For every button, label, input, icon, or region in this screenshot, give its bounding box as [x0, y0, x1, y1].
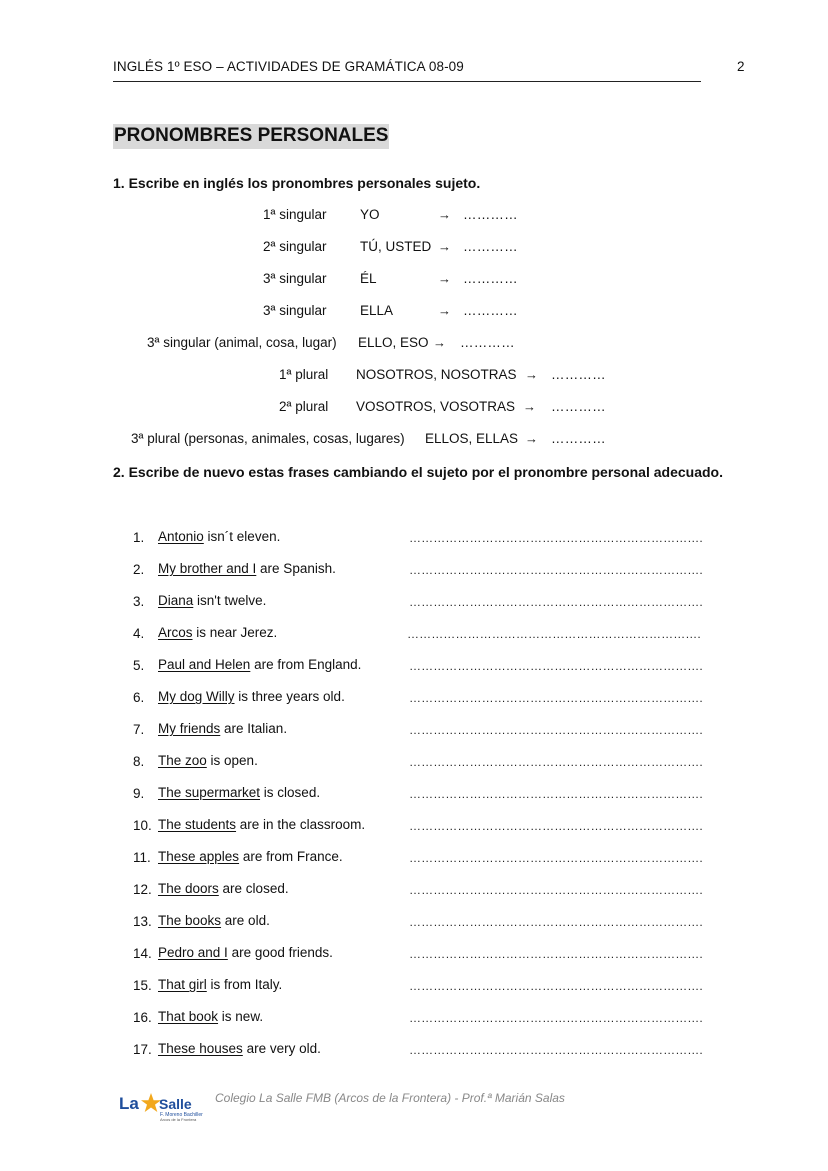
sentence-rest: are from France. [239, 849, 343, 864]
person-label: 3ª singular [263, 271, 327, 286]
list-item [133, 785, 144, 803]
answer-line[interactable]: ………………………………………………………………. [409, 915, 703, 929]
sentence [158, 1009, 263, 1024]
person-label: 3ª singular (animal, cosa, lugar) [147, 335, 337, 350]
sentence-rest: isn't twelve. [193, 593, 267, 608]
item-number: 9. [133, 786, 145, 801]
list-item [133, 753, 144, 771]
page-number: 2 [737, 59, 745, 74]
list-item [133, 849, 151, 867]
answer-blank[interactable]: ………… [551, 367, 606, 382]
sentence-subject: The doors [158, 881, 219, 896]
item-number: 17. [133, 1042, 152, 1057]
arrow-right-icon: → [438, 207, 451, 222]
sentence-subject: My brother and I [158, 561, 257, 576]
sentence [158, 1041, 321, 1056]
sentence-subject: Diana [158, 593, 194, 608]
sentence-rest: are old. [221, 913, 270, 928]
answer-line[interactable]: ………………………………………………………………. [409, 659, 703, 673]
list-item [133, 593, 144, 611]
exercise1-title: 1. Escribe en inglés los pronombres personales sujeto. [113, 175, 481, 191]
answer-line[interactable]: ………………………………………………………………. [409, 947, 703, 961]
sentence-subject: Arcos [158, 625, 193, 640]
person-label: 2ª singular [263, 239, 327, 254]
sentence [158, 721, 287, 736]
sentence-subject: These houses [158, 1041, 243, 1056]
sentence-subject: My friends [158, 721, 221, 736]
list-item [133, 721, 144, 739]
sentence-subject: The supermarket [158, 785, 261, 800]
list-item [133, 945, 152, 963]
item-number: 14. [133, 946, 152, 961]
answer-line[interactable]: ………………………………………………………………. [409, 787, 703, 801]
item-number: 1. [133, 530, 145, 545]
sentence-rest: is new. [218, 1009, 264, 1024]
spanish-pronoun: NOSOTROS, NOSOTRAS [356, 367, 517, 382]
sentence-subject: My dog Willy [158, 689, 235, 704]
item-number: 13. [133, 914, 152, 929]
item-number: 16. [133, 1010, 152, 1025]
list-item [133, 625, 144, 643]
list-item [133, 881, 152, 899]
item-number: 6. [133, 690, 145, 705]
item-number: 12. [133, 882, 152, 897]
answer-blank[interactable]: ………… [463, 207, 518, 222]
sentence-rest: is from Italy. [206, 977, 283, 992]
sentence [158, 913, 270, 928]
sentence-rest: is closed. [260, 785, 321, 800]
sentence-rest: are good friends. [227, 945, 333, 960]
person-label: 1ª singular [263, 207, 327, 222]
sentence-rest: are closed. [218, 881, 289, 896]
arrow-right-icon: → [523, 399, 536, 414]
item-number: 7. [133, 722, 145, 737]
answer-line[interactable]: ………………………………………………………………. [409, 723, 703, 737]
answer-line[interactable]: ………………………………………………………………. [409, 531, 703, 545]
answer-line[interactable]: ………………………………………………………………. [409, 883, 703, 897]
sentence [158, 785, 320, 800]
list-item [133, 561, 144, 579]
logo-salle-text: Salle [159, 1096, 192, 1112]
sentence-rest: are very old. [242, 1041, 321, 1056]
sentence-subject: The zoo [158, 753, 207, 768]
spanish-pronoun: YO [360, 207, 380, 222]
sentence [158, 561, 336, 576]
person-label: 3ª singular [263, 303, 327, 318]
sentence [158, 529, 280, 544]
answer-blank[interactable]: ………… [551, 399, 606, 414]
person-label: 1ª plural [279, 367, 329, 382]
answer-blank[interactable]: ………… [463, 239, 518, 254]
logo-location: Arcos de la Frontera [160, 1117, 197, 1122]
answer-line[interactable]: ………………………………………………………………. [409, 595, 703, 609]
la-salle-logo [119, 1088, 214, 1122]
answer-blank[interactable]: ………… [460, 335, 515, 350]
sentence-rest: is near Jerez. [192, 625, 278, 640]
spanish-pronoun: ELLO, ESO [358, 335, 429, 350]
sentence [158, 817, 365, 832]
sentence-subject: Antonio [158, 529, 204, 544]
list-item [133, 913, 152, 931]
answer-blank[interactable]: ………… [463, 303, 518, 318]
footer-credit: Colegio La Salle FMB (Arcos de la Frontera) - Prof.ª Marián Salas [215, 1091, 565, 1105]
sentence [158, 625, 277, 640]
answer-blank[interactable]: ………… [551, 431, 606, 446]
person-label: 3ª plural (personas, animales, cosas, lugares) [131, 431, 405, 446]
sentence-rest: is three years old. [234, 689, 345, 704]
spanish-pronoun: ELLA [360, 303, 394, 318]
logo-la-text: La [119, 1094, 139, 1113]
answer-line[interactable]: ………………………………………………………………. [409, 979, 703, 993]
answer-line[interactable]: ………………………………………………………………. [409, 563, 703, 577]
spanish-pronoun: TÚ, USTED [360, 239, 432, 254]
item-number: 11. [133, 850, 151, 865]
sentence-subject: Paul and Helen [158, 657, 251, 672]
sentence [158, 945, 333, 960]
arrow-right-icon: → [438, 271, 451, 286]
sentence-subject: That book [158, 1009, 219, 1024]
spanish-pronoun: VOSOTROS, VOSOTRAS [356, 399, 516, 414]
sentence-rest: isn´t eleven. [203, 529, 281, 544]
sentence [158, 753, 258, 768]
list-item [133, 689, 144, 707]
item-number: 8. [133, 754, 145, 769]
list-item [133, 529, 144, 547]
answer-line[interactable]: ………………………………………………………………. [409, 1043, 703, 1057]
sentence-rest: is open. [206, 753, 258, 768]
sentence [158, 593, 266, 608]
answer-line[interactable]: ………………………………………………………………. [409, 691, 703, 705]
sentence [158, 849, 343, 864]
list-item [133, 817, 152, 835]
sentence-subject: The students [158, 817, 237, 832]
spanish-pronoun: ELLOS, ELLAS [425, 431, 519, 446]
exercise2-title: 2. Escribe de nuevo estas frases cambiando el sujeto por el pronombre personal adecuado. [113, 464, 723, 480]
section-title: PRONOMBRES PERSONALES [113, 124, 389, 149]
list-item [133, 1041, 152, 1059]
spanish-pronoun: ÉL [360, 271, 377, 286]
header-divider [113, 81, 701, 82]
answer-line[interactable]: ………………………………………………………………. [409, 1011, 703, 1025]
list-item [133, 977, 152, 995]
item-number: 5. [133, 658, 145, 673]
sentence [158, 881, 289, 896]
arrow-right-icon: → [525, 367, 538, 382]
item-number: 10. [133, 818, 152, 833]
sentence-subject: That girl [158, 977, 207, 992]
answer-line[interactable]: ………………………………………………………………. [407, 627, 701, 641]
answer-line[interactable]: ………………………………………………………………. [409, 819, 703, 833]
list-item [133, 657, 144, 675]
answer-blank[interactable]: ………… [463, 271, 518, 286]
item-number: 2. [133, 562, 145, 577]
arrow-right-icon: → [525, 431, 538, 446]
sentence [158, 977, 282, 992]
sentence-rest: are from England. [250, 657, 362, 672]
item-number: 4. [133, 626, 145, 641]
sentence [158, 657, 361, 672]
logo-subtitle: F. Moreno Bachiller [160, 1112, 203, 1118]
star-icon [141, 1093, 161, 1112]
arrow-right-icon: → [438, 239, 451, 254]
item-number: 15. [133, 978, 152, 993]
answer-line[interactable]: ………………………………………………………………. [409, 755, 703, 769]
header-title: INGLÉS 1º ESO – ACTIVIDADES DE GRAMÁTICA 08-09 [113, 59, 464, 74]
list-item [133, 1009, 152, 1027]
person-label: 2ª plural [279, 399, 329, 414]
item-number: 3. [133, 594, 145, 609]
sentence-subject: Pedro and I [158, 945, 228, 960]
sentence-rest: are in the classroom. [236, 817, 366, 832]
sentence-subject: These apples [158, 849, 240, 864]
sentence-rest: are Italian. [220, 721, 288, 736]
sentence-rest: are Spanish. [256, 561, 336, 576]
arrow-right-icon: → [438, 303, 451, 318]
sentence [158, 689, 345, 704]
sentence-subject: The books [158, 913, 222, 928]
answer-line[interactable]: ………………………………………………………………. [409, 851, 703, 865]
arrow-right-icon: → [433, 335, 446, 350]
